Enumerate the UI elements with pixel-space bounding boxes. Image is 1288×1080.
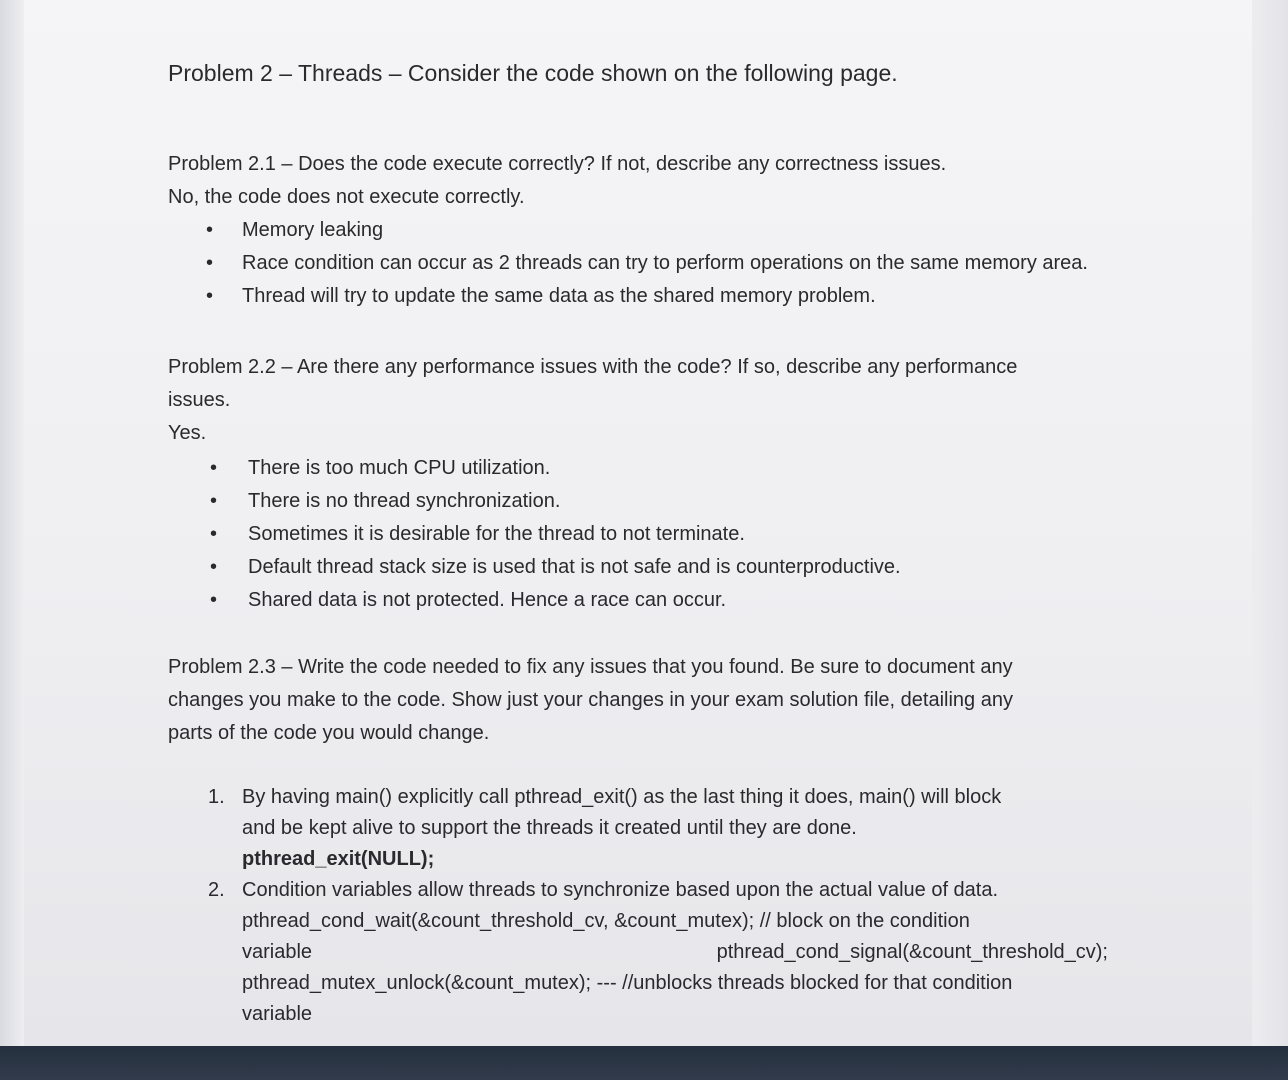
bullet-dot-icon: • — [210, 523, 218, 545]
list-item-text: Default thread stack size is used that is not safe and is counterproductive. — [248, 556, 901, 578]
problem-2-3-question-line-2: changes you make to the code. Show just your changes in your exam solution file, detailing any — [168, 689, 1013, 711]
list-item — [168, 551, 1138, 584]
problem-2-2-question-line-2: issues. — [168, 389, 231, 411]
problem-2-2-section — [168, 351, 1138, 617]
list-item — [168, 518, 1138, 551]
bullet-dot-icon: • — [210, 457, 218, 479]
screen-right-edge — [1252, 0, 1288, 1046]
problem-2-1-section — [168, 148, 1138, 313]
problem-2-1-bullet-list — [168, 214, 1138, 313]
fix-2-line-4: pthread_mutex_unlock(&count_mutex); --- //unblocks threads blocked for that condition — [242, 972, 1013, 994]
problem-2-2-question-line-1: Problem 2.2 – Are there any performance issues with the code? If so, describe any performance — [168, 356, 1018, 378]
monitor-bezel — [0, 1046, 1288, 1080]
fix-1-line-1: By having main() explicitly call pthread_exit() as the last thing it does, main() will block — [242, 786, 1002, 808]
list-item-text: Thread will try to update the same data as the shared memory problem. — [242, 285, 876, 307]
list-item-text: Sometimes it is desirable for the thread to not terminate. — [248, 523, 745, 545]
list-number: 2. — [208, 879, 225, 901]
bullet-dot-icon: • — [206, 285, 214, 307]
list-item-fix-1 — [168, 782, 1108, 875]
problem-2-2-answer: Yes. — [168, 422, 207, 444]
bullet-dot-icon: • — [210, 490, 218, 512]
list-item — [168, 584, 1138, 617]
fix-2-line-3 — [242, 937, 1108, 968]
bullet-dot-icon: • — [206, 219, 214, 241]
fix-1-line-2: and be kept alive to support the threads it created until they are done. — [242, 817, 857, 839]
bullet-dot-icon: • — [210, 589, 218, 611]
list-item — [168, 452, 1138, 485]
document-page — [168, 40, 1138, 1030]
list-item-fix-2 — [168, 875, 1108, 1030]
list-number: 1. — [208, 786, 225, 808]
list-item-text: There is too much CPU utilization. — [248, 457, 551, 479]
list-item — [168, 280, 1138, 313]
list-item-text: Shared data is not protected. Hence a race can occur. — [248, 589, 727, 611]
fix-1-code: pthread_exit(NULL); — [242, 848, 435, 870]
list-item — [168, 247, 1138, 280]
problem-2-1-question: Problem 2.1 – Does the code execute correctly? If not, describe any correctness issues. — [168, 153, 947, 175]
list-item-text: There is no thread synchronization. — [248, 490, 561, 512]
problem-2-heading: Problem 2 – Threads – Consider the code shown on the following page. — [168, 60, 898, 86]
problem-2-3-question-line-3: parts of the code you would change. — [168, 722, 490, 744]
fix-2-line-3-right: pthread_cond_signal(&count_threshold_cv); — [716, 941, 1108, 963]
fix-2-line-1: Condition variables allow threads to synchronize based upon the actual value of data. — [242, 879, 999, 901]
list-item — [168, 214, 1138, 247]
problem-2-3-question-line-1: Problem 2.3 – Write the code needed to fix any issues that you found. Be sure to document any — [168, 656, 1013, 678]
bullet-dot-icon: • — [210, 556, 218, 578]
list-item — [168, 485, 1138, 518]
fix-2-line-5: variable — [242, 1003, 313, 1025]
list-item-text: Race condition can occur as 2 threads can try to perform operations on the same memory area. — [242, 252, 1088, 274]
fix-2-line-2: pthread_cond_wait(&count_threshold_cv, &count_mutex); // block on the condition — [242, 910, 970, 932]
screen-left-edge — [0, 0, 24, 1046]
bullet-dot-icon: • — [206, 252, 214, 274]
problem-2-3-section — [168, 651, 1138, 1030]
list-item-text: Memory leaking — [242, 219, 384, 241]
fix-2-line-3-left: variable — [242, 941, 313, 963]
problem-2-1-answer: No, the code does not execute correctly. — [168, 186, 525, 208]
problem-2-2-bullet-list — [168, 452, 1138, 617]
problem-2-3-fix-list — [168, 782, 1108, 1030]
